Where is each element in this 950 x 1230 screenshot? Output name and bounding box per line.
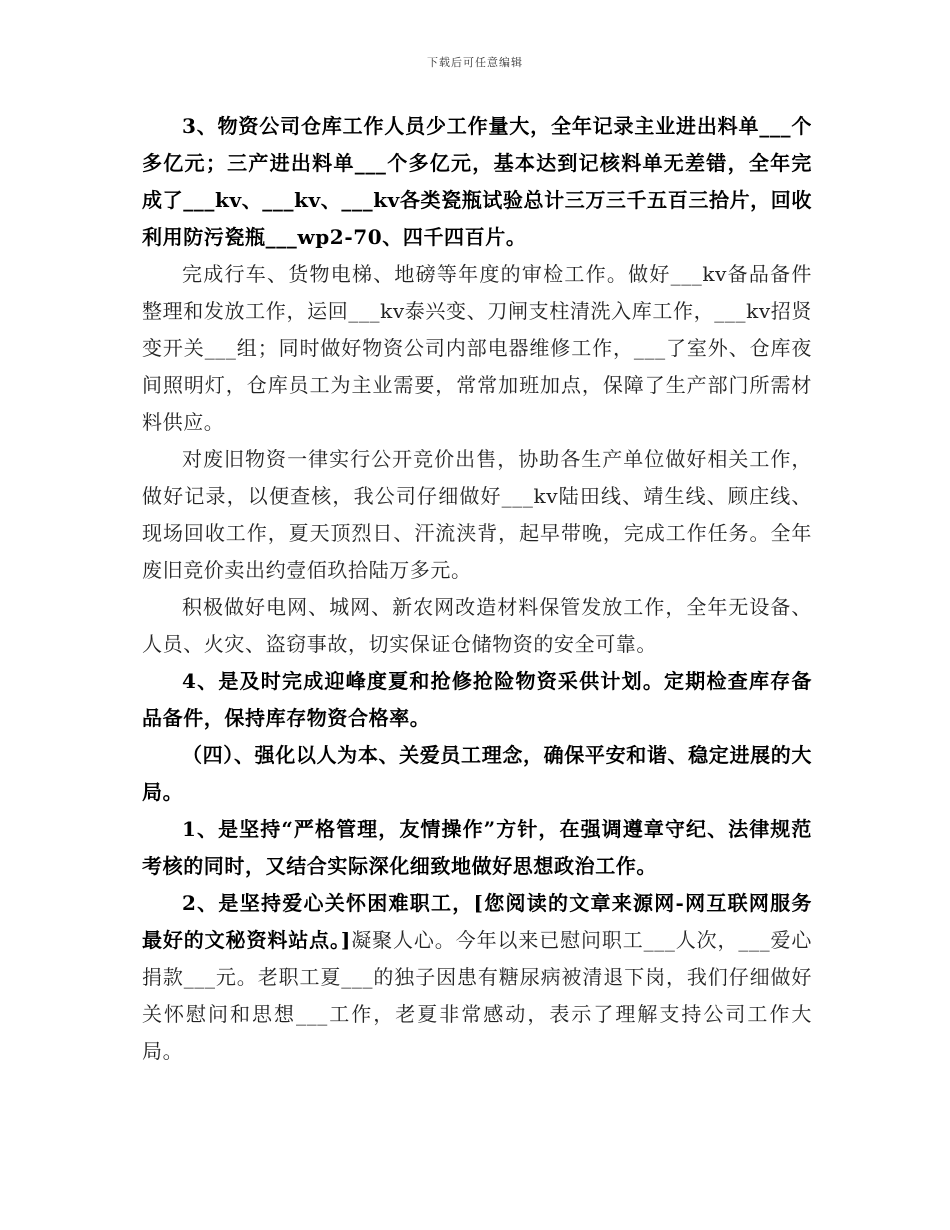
paragraph-care-staff xyxy=(142,885,812,1070)
paragraph-inspection-work: 完成行车、货物电梯、地磅等年度的审检工作。做好___kv备品备件整理和发放工作，运回___kv泰兴变、刀闸支柱清洗入库工作，___kv招贤变开关___组；同时做好物资公司内部电器维修工作，___了室外、仓库夜间照明灯，仓库员工为主业需要，常常加班加点，保障了生产部门所需材料供应。 xyxy=(142,262,812,434)
paragraph-peak-summer: 4、是及时完成迎峰度夏和抢修抢险物资采供计划。定期检查库存备品备件，保持库存物资合格率。 xyxy=(142,669,812,730)
document-body xyxy=(142,108,812,1070)
paragraph-strict-management: 1、是坚持“严格管理，友情操作”方针，在强调遵章守纪、法律规范考核的同时，又结合实际深化细致地做好思想政治工作。 xyxy=(142,817,812,878)
page-header: 下载后可任意编辑 xyxy=(427,56,523,69)
paragraph-warehouse-stats: 3、物资公司仓库工作人员少工作量大，全年记录主业进出料单___个多亿元；三产进出料单___个多亿元，基本达到记核料单无差错，全年完成了___kv、___kv、___kv各类瓷瓶试验总计三万三千五百三拾片，回收利用防污瓷瓶___wp2-70、四千四百片。 xyxy=(142,114,812,249)
care-staff-bold-text: 2、是坚持爱心关怀困难职工，[您阅读的文章来源网-网互联网服务最好的文秘资料站点。] xyxy=(142,891,812,952)
section-heading-four: （四）、强化以人为本、关爱员工理念，确保平安和谐、稳定进展的大局。 xyxy=(142,743,812,804)
care-staff-normal-text: 凝聚人心。今年以来已慰问职工___人次，___爱心捐款___元。老职工夏___的独子因患有糖尿病被清退下岗，我们仔细做好关怀慰问和思想___工作，老夏非常感动，表示了理解支持公司工作大局。 xyxy=(142,928,812,1063)
paragraph-grid-materials: 积极做好电网、城网、新农网改造材料保管发放工作，全年无设备、人员、火灾、盗窃事故，切实保证仓储物资的安全可靠。 xyxy=(142,595,812,656)
paragraph-scrap-auction: 对废旧物资一律实行公开竞价出售，协助各生产单位做好相关工作，做好记录，以便查核，我公司仔细做好___kv陆田线、靖生线、顾庄线、现场回收工作，夏天顶烈日、汗流浃背，起早带晚，完成工作任务。全年废旧竞价卖出约壹佰玖拾陆万多元。 xyxy=(142,447,812,582)
